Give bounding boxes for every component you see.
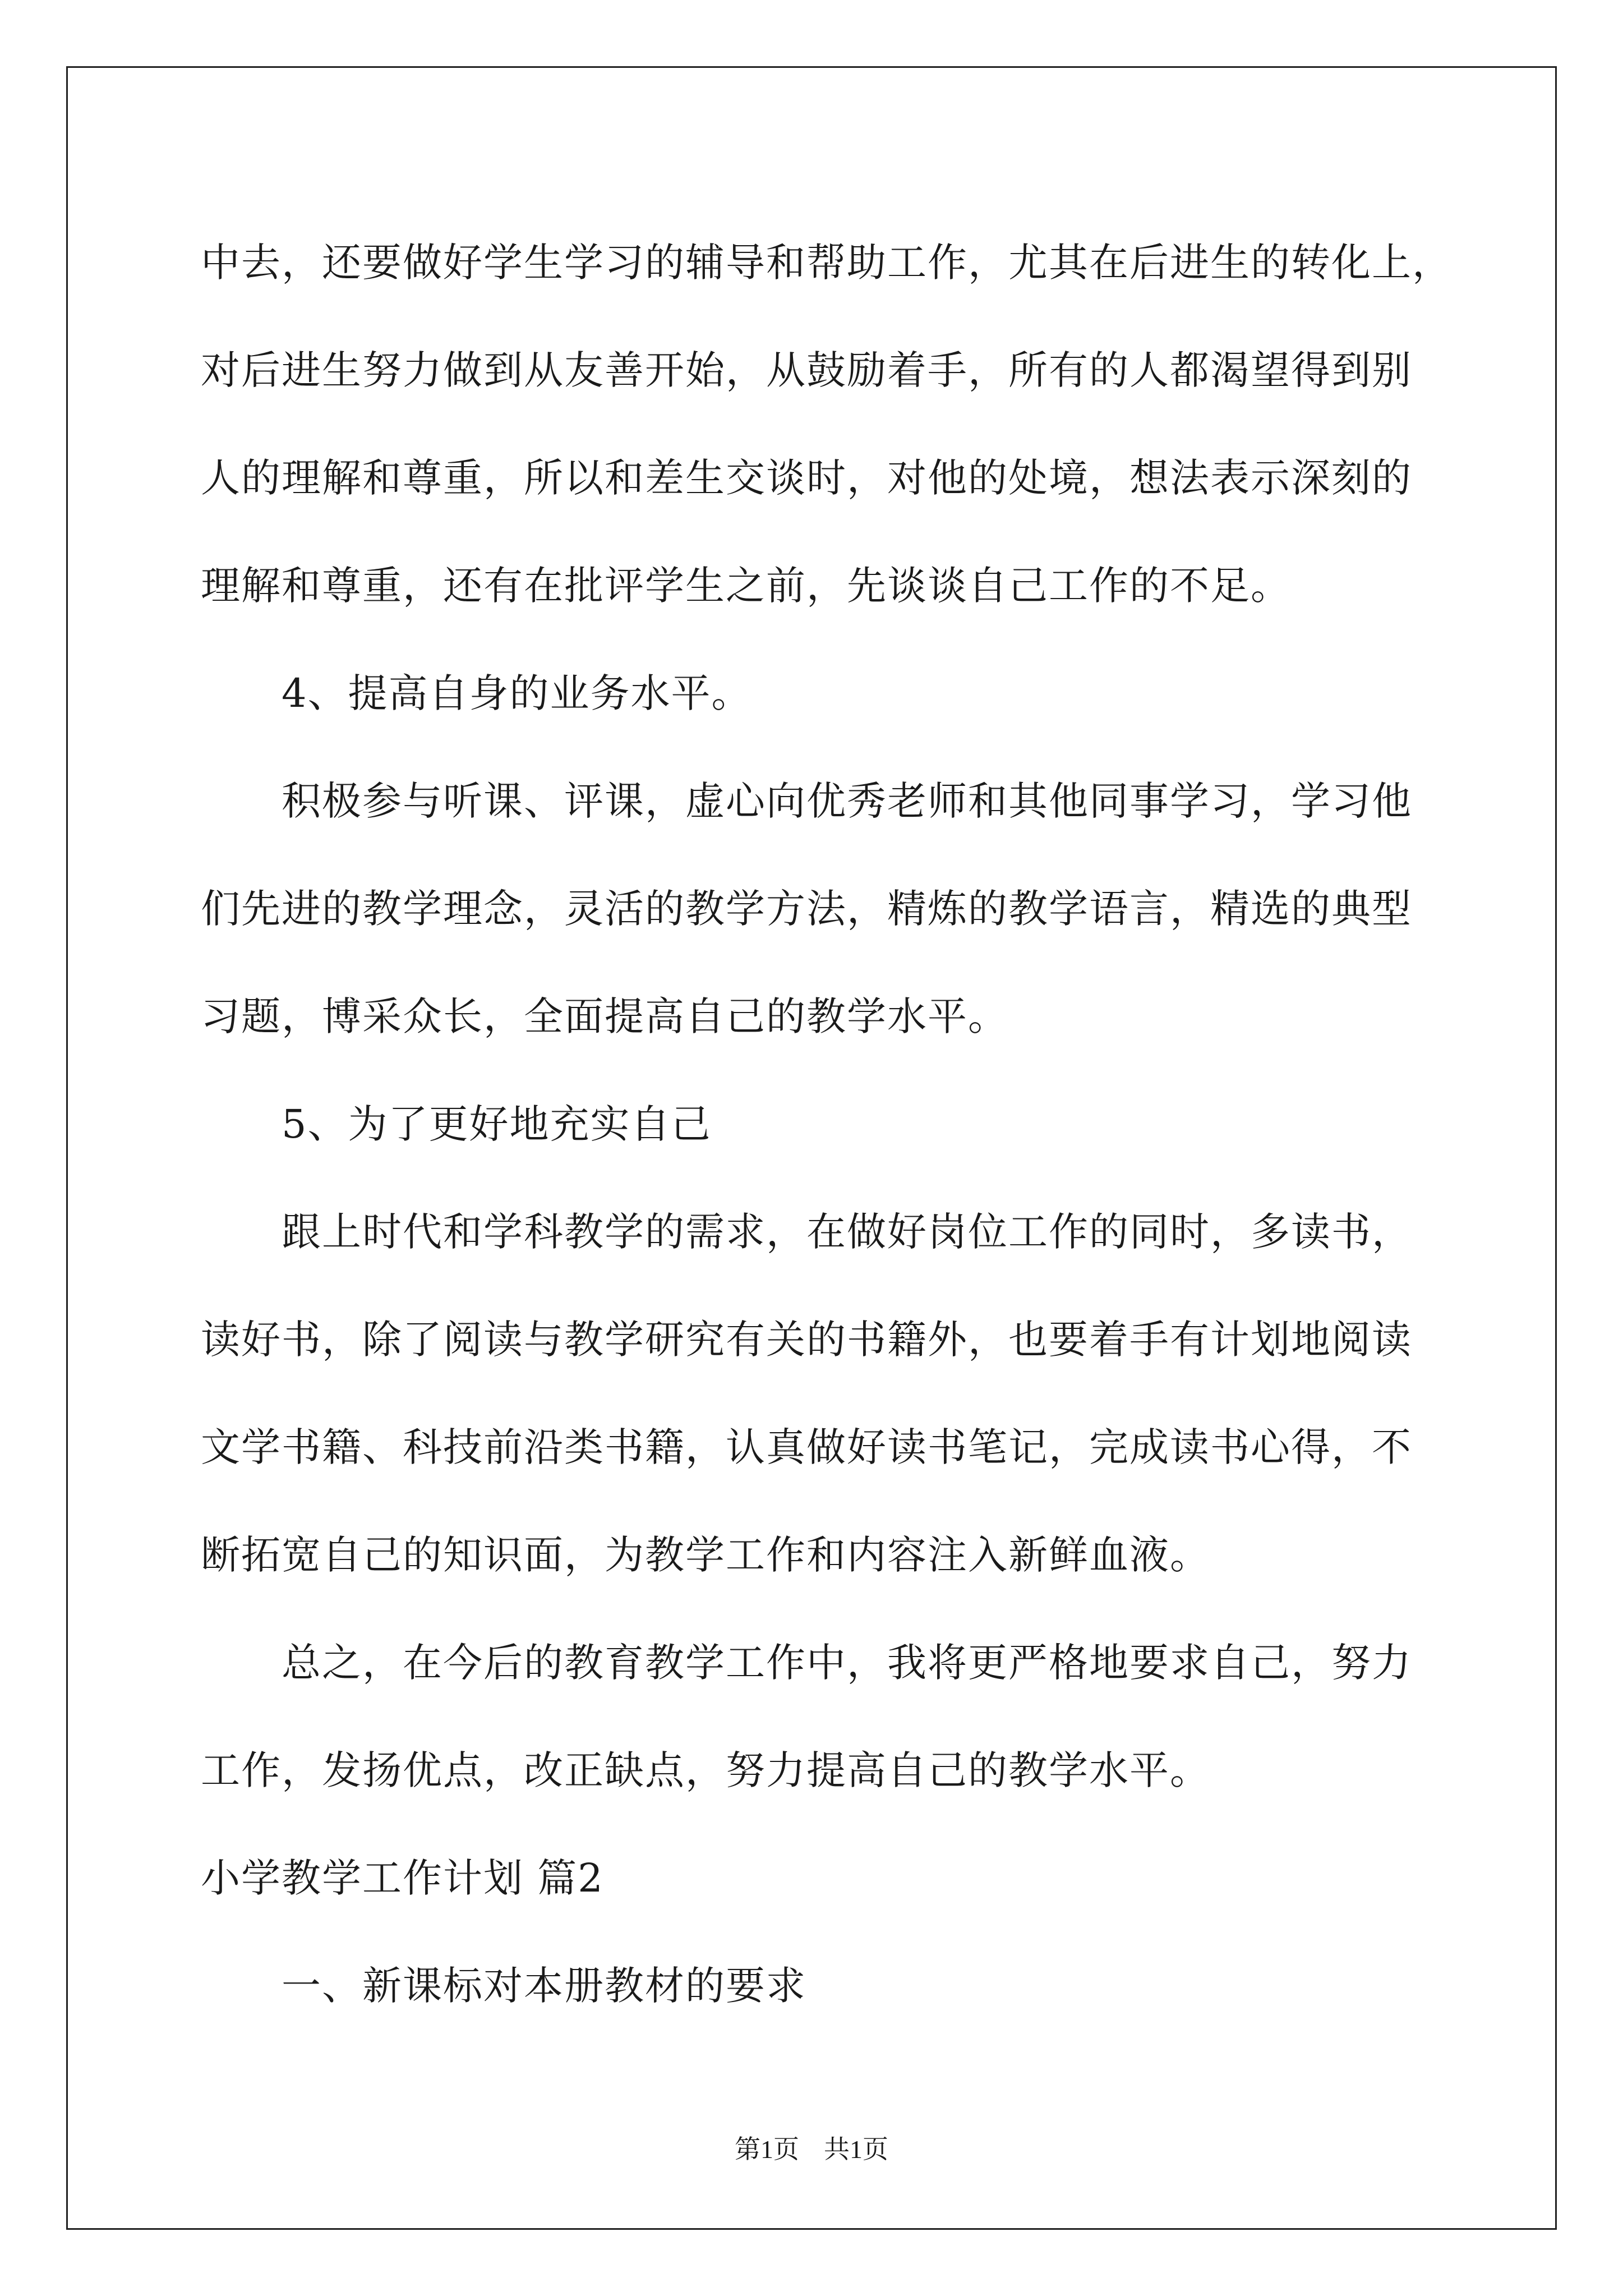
page-footer — [0, 2129, 1623, 2166]
text-line: 工作，发扬优点，改正缺点，努力提高自己的教学水平。 — [201, 1747, 1210, 1793]
text-line: 们先进的教学理念，灵活的教学方法，精炼的教学语言，精选的典型 — [201, 886, 1412, 932]
text-line: 理解和尊重，还有在批评学生之前，先谈谈自己工作的不足。 — [201, 563, 1291, 609]
text-line: 中去，还要做好学生学习的辅导和帮助工作，尤其在后进生的转化上， — [201, 240, 1453, 286]
text-line: 习题，博采众长，全面提高自己的教学水平。 — [201, 993, 1008, 1039]
document-body — [201, 209, 1468, 2040]
text-line: 总之，在今后的教育教学工作中，我将更严格地要求自己，努力 — [282, 1640, 1412, 1686]
page-number-current: 第1页 — [735, 2135, 799, 2164]
text-line: 对后进生努力做到从友善开始，从鼓励着手，所有的人都渴望得到别 — [201, 347, 1412, 393]
section-heading: 4、提高自身的业务水平。 — [282, 670, 752, 716]
page-number-total: 共1页 — [824, 2135, 888, 2164]
text-line: 人的理解和尊重，所以和差生交谈时，对他的处境，想法表示深刻的 — [201, 455, 1412, 501]
text-line: 积极参与听课、评课，虚心向优秀老师和其他同事学习，学习他 — [282, 778, 1412, 824]
text-line: 读好书，除了阅读与教学研究有关的书籍外，也要着手有计划地阅读 — [201, 1317, 1412, 1363]
text-line: 文学书籍、科技前沿类书籍，认真做好读书笔记，完成读书心得，不 — [201, 1424, 1412, 1470]
section-heading: 5、为了更好地充实自己 — [282, 1101, 712, 1147]
document-title: 小学教学工作计划 篇2 — [201, 1855, 604, 1901]
text-line: 断拓宽自己的知识面，为教学工作和内容注入新鲜血液。 — [201, 1532, 1210, 1578]
text-line: 跟上时代和学科教学的需求，在做好岗位工作的同时，多读书， — [282, 1209, 1412, 1255]
section-heading: 一、新课标对本册教材的要求 — [282, 1963, 806, 2009]
